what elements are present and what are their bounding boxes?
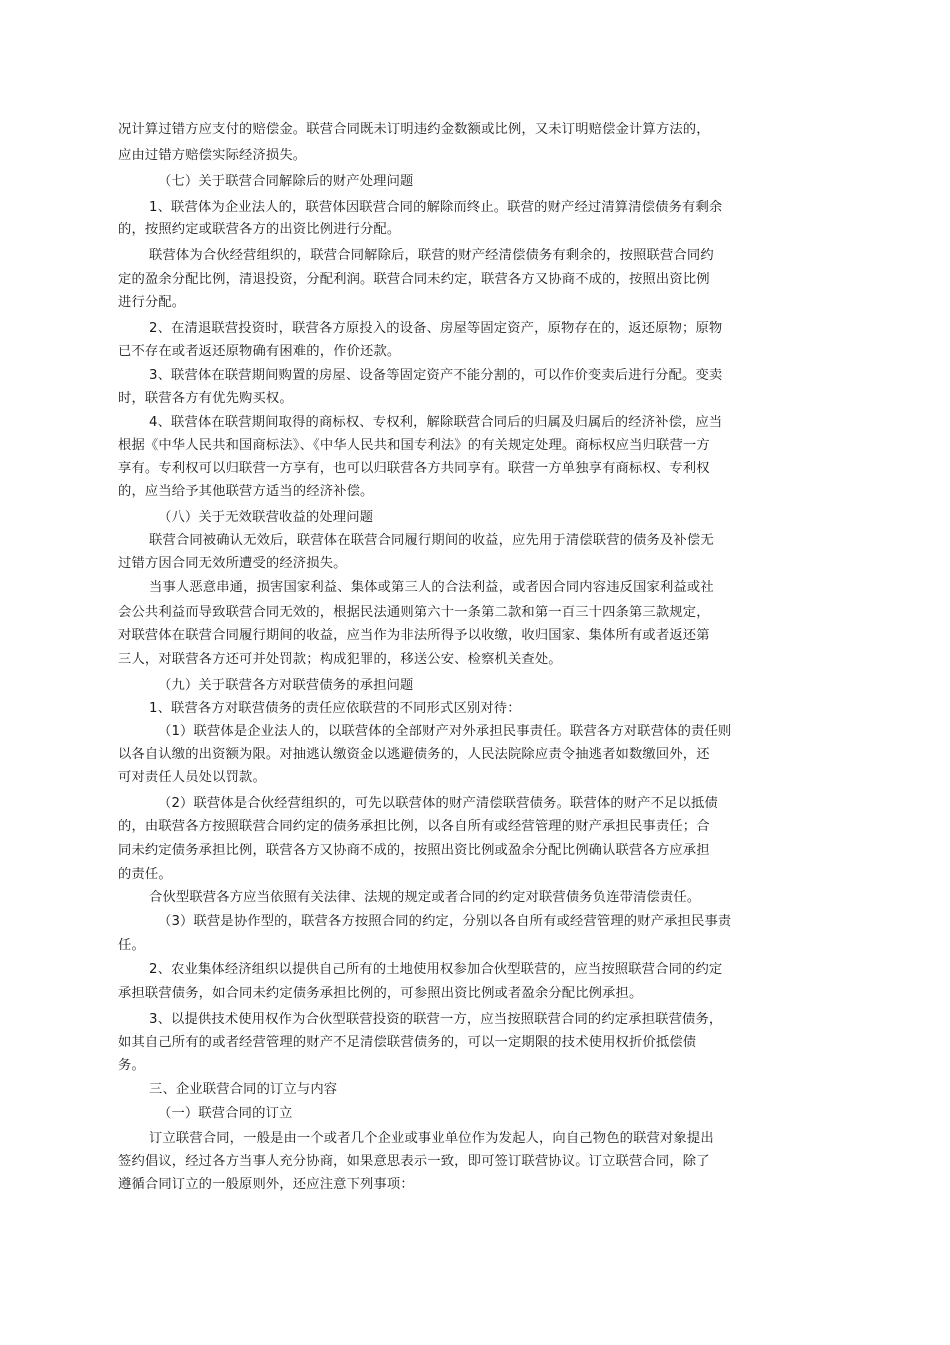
text-line: 进行分配。 <box>118 295 186 310</box>
text-line: 已不存在或者返还原物确有困难的，作价还款。 <box>118 344 401 359</box>
text-line: （2）联营体是合伙经营组织的，可先以联营体的财产清偿联营债务。联营体的财产不足以抵债 <box>158 796 718 811</box>
text-line: 合伙型联营各方应当依照有关法律、法规的规定或者合同的约定对联营债务负连带清偿责任。 <box>149 890 701 905</box>
text-line: 2、农业集体经济组织以提供自己所有的土地使用权参加合伙型联营的，应当按照联营合同的约定 <box>149 962 723 977</box>
text-line: 以各自认缴的出资额为限。对抽逃认缴资金以逃避债务的，人民法院除应责令抽逃者如数缴回外，还 <box>118 747 710 762</box>
text-line: 时，联营各方有优先购买权。 <box>118 391 293 406</box>
text-line: 应由过错方赔偿实际经济损失。 <box>118 148 307 163</box>
text-line: 可对责任人员处以罚款。 <box>118 770 266 785</box>
text-line: 的，按照约定或联营各方的出资比例进行分配。 <box>118 222 401 237</box>
section-heading: （一）联营合同的订立 <box>158 1106 293 1121</box>
text-line: 签约倡议，经过各方当事人充分协商，如果意思表示一致，即可签订联营协议。订立联营合同，除了 <box>118 1154 710 1169</box>
text-line: 联营合同被确认无效后，联营体在联营合同履行期间的收益，应先用于清偿联营的债务及补偿无 <box>149 533 714 548</box>
text-line: 3、以提供技术使用权作为合伙型联营投资的联营一方，应当按照联营合同的约定承担联营债务， <box>149 1012 723 1027</box>
text-line: 订立联营合同，一般是由一个或者几个企业或事业单位作为发起人，向自己物色的联营对象提出 <box>149 1131 714 1146</box>
text-line: 享有。专利权可以归联营一方享有，也可以归联营各方共同享有。联营一方单独享有商标权、专利权 <box>118 461 710 476</box>
text-line: 2、在清退联营投资时，联营各方原投入的设备、房屋等固定资产，原物存在的，返还原物；原物 <box>149 321 723 336</box>
chapter-heading: 三、企业联营合同的订立与内容 <box>149 1082 338 1097</box>
section-heading: （七）关于联营合同解除后的财产处理问题 <box>158 174 414 189</box>
text-line: 遵循合同订立的一般原则外，还应注意下列事项： <box>118 1177 414 1192</box>
text-line: 同未约定债务承担比例，联营各方又协商不成的，按照出资比例或盈余分配比例确认联营各方应承担 <box>118 843 710 858</box>
text-line: 的，由联营各方按照联营合同约定的债务承担比例，以各自所有或经营管理的财产承担民事责任；合 <box>118 819 710 834</box>
section-heading: （八）关于无效联营收益的处理问题 <box>158 510 374 525</box>
text-line: 对联营体在联营合同履行期间的收益，应当作为非法所得予以收缴，收归国家、集体所有或者返还第 <box>118 628 710 643</box>
text-line: 1、联营各方对联营债务的责任应依联营的不同形式区别对待： <box>149 701 521 716</box>
text-line: 况计算过错方应支付的赔偿金。联营合同既未订明违约金数额或比例，又未订明赔偿金计算方法的， <box>118 122 710 137</box>
text-line: 根据《中华人民共和国商标法》、《中华人民共和国专利法》的有关规定处理。商标权应当归联营一方 <box>118 438 710 453</box>
text-line: 3、联营体在联营期间购置的房屋、设备等固定资产不能分割的，可以作价变卖后进行分配。变卖 <box>149 368 723 383</box>
text-line: 三人，对联营各方还可并处罚款；构成犯罪的，移送公安、检察机关查处。 <box>118 652 562 667</box>
section-heading: （九）关于联营各方对联营债务的承担问题 <box>158 678 414 693</box>
text-line: 务。 <box>118 1058 145 1073</box>
text-line: 的责任。 <box>118 867 172 882</box>
text-line: 承担联营债务，如合同未约定债务承担比例的，可参照出资比例或者盈余分配比例承担。 <box>118 986 643 1001</box>
text-line: （1）联营体是企业法人的，以联营体的全部财产对外承担民事责任。联营各方对联营体的责任则 <box>158 724 732 739</box>
text-line: 会公共利益而导致联营合同无效的，根据民法通则第六十一条第二款和第一百三十四条第三款规定， <box>118 605 710 620</box>
text-line: （3）联营是协作型的，联营各方按照合同的约定，分别以各自所有或经营管理的财产承担民事责 <box>158 914 732 929</box>
text-line: 4、联营体在联营期间取得的商标权、专权利，解除联营合同后的归属及归属后的经济补偿，应当 <box>149 415 723 430</box>
text-line: 联营体为合伙经营组织的，联营合同解除后，联营的财产经清偿债务有剩余的，按照联营合同约 <box>149 248 714 263</box>
text-line: 任。 <box>118 938 145 953</box>
text-line: 定的盈余分配比例，清退投资，分配利润。联营合同未约定，联营各方又协商不成的，按照出资比例 <box>118 272 710 287</box>
text-line: 1、联营体为企业法人的，联营体因联营合同的解除而终止。联营的财产经过清算清偿债务有剩余 <box>149 200 723 215</box>
text-line: 当事人恶意串通，损害国家利益、集体或第三人的合法利益，或者因合同内容违反国家利益或社 <box>149 580 714 595</box>
text-line: 的，应当给予其他联营方适当的经济补偿。 <box>118 484 374 499</box>
text-line: 过错方因合同无效所遭受的经济损失。 <box>118 556 347 571</box>
text-line: 如其自己所有的或者经营管理的财产不足清偿联营债务的，可以一定期限的技术使用权折价抵偿债 <box>118 1035 697 1050</box>
